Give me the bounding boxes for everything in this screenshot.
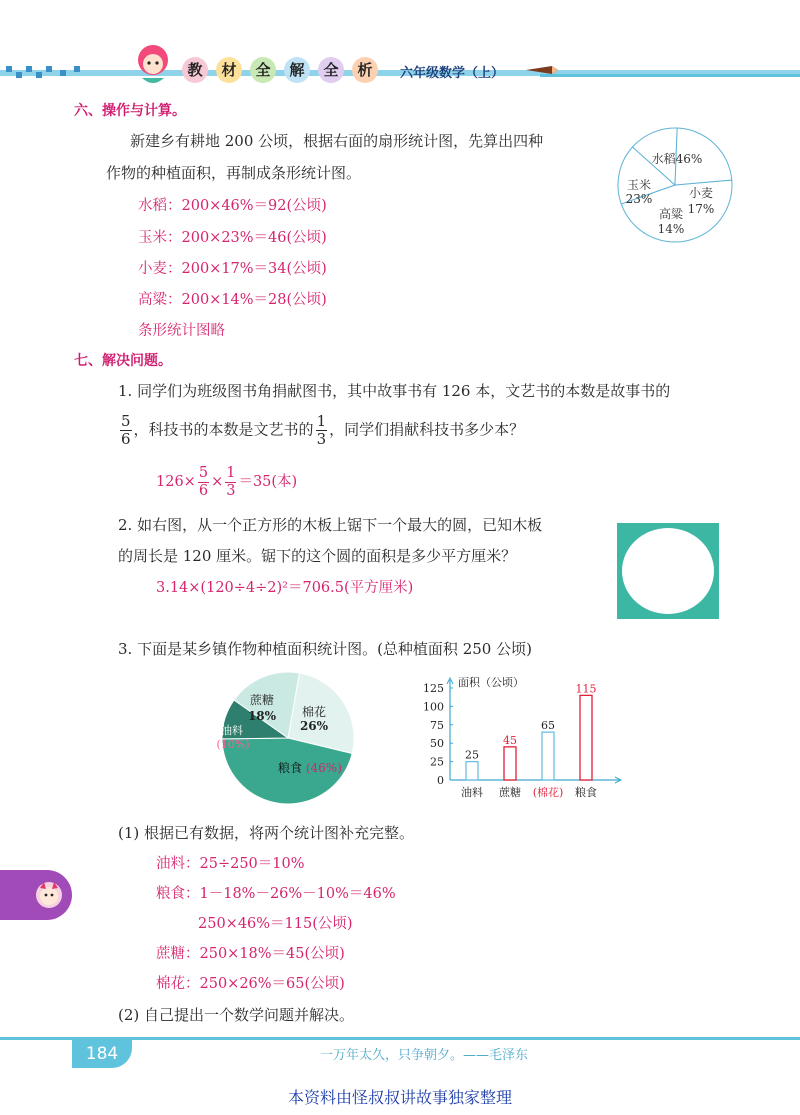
header-subtitle: 六年级数学（上） [400,66,505,81]
page-number: 184 [72,1040,132,1068]
q1-line2: $\frac{5}{6}$ ，科技书的本数是文艺书的 $\frac{1}{3}$ ，同学们捐献科技书多少本？ [121,412,525,448]
y-tick-label: 75 [430,718,444,732]
section-6-title: 六、操作与计算。 [74,103,186,119]
s6-problem-line1: 新建乡有耕地 200 公顷，根据右面的扇形统计图，先算出四种 [130,132,544,150]
pie1-label-corn-pct: 23% [625,192,653,206]
bar-value-label: 25 [465,748,479,762]
pie2-label-cotton: 棉花 [301,705,327,719]
s6-answer-barchart: 条形统计图略 [138,323,225,339]
q3-answer-grain: 粮食：1－18%－26%－10%＝46% [156,886,396,902]
title-char: 教 [182,57,208,83]
bar-value-label: 65 [541,719,555,733]
square-circle-figure [616,522,720,620]
q2-answer: 3.14×(120÷4÷2)²＝706.5(平方厘米) [156,580,414,596]
pie2-value-cotton: 26% [299,719,329,733]
bar-category-label: 油料 [461,786,483,799]
crop-pie-chart [615,125,735,245]
bar-value-label: 115 [575,682,597,696]
pie1-label-wheat-pct: 17% [687,202,715,216]
bar-油料 [466,762,478,780]
township-pie-chart [218,668,358,808]
y-tick-label: 0 [437,774,444,787]
q3-answer-oil: 油料：25÷250＝10% [156,856,305,872]
bar-category-label: 蔗糖 [499,786,521,799]
y-tick-label: 125 [423,682,444,695]
y-tick-label: 100 [423,700,444,714]
credit-line: 本资料由怪叔叔讲故事独家整理 [287,1088,512,1107]
q3-answer-cotton: 棉花：250×26%＝65(公顷) [156,976,345,992]
q3-answer-grain-area: 250×46%＝115(公顷) [198,916,353,932]
header-title [182,57,392,87]
s6-problem-line2: 作物的种植面积，再制成条形统计图。 [106,164,362,182]
pie2-label-oil: 油料 [221,724,243,737]
y-axis-label: 面积（公顷） [458,676,524,689]
bar-value-label: 45 [503,733,517,747]
q3-answer-sugar: 蔗糖：250×18%＝45(公顷) [156,946,345,962]
pencil-icon [524,62,560,81]
bar-粮食 [580,695,592,780]
title-char: 析 [352,57,378,83]
pie1-label-sorghum: 高粱 [658,207,684,221]
s6-answer-corn: 玉米：200×23%＝46(公顷) [138,230,327,246]
q2-line1: 2. 如右图，从一个正方形的木板上锯下一个最大的圆，已知木板 [118,516,543,534]
q1-fraction-1-3: $\frac{1}{3}$ [316,412,327,448]
bar-棉花 [542,732,554,780]
pie1-label-wheat: 小麦 [688,186,714,200]
s6-answer-rice: 水稻：200×46%＝92(公顷) [138,198,327,214]
side-tab [0,870,72,920]
title-char: 材 [216,57,242,83]
y-tick-label: 25 [430,755,444,769]
q2-line2: 的周长是 120 厘米。锯下的这个圆的面积是多少平方厘米？ [118,547,517,565]
title-char: 全 [250,57,276,83]
pie2-value-oil: (10%) [216,738,250,751]
bar-category-label: 粮食 [575,786,597,799]
footer-quote: 一万年太久，只争朝夕。——毛泽东 [320,1048,529,1063]
s6-answer-wheat: 小麦：200×17%＝34(公顷) [138,261,327,277]
mascot-logo [128,40,178,90]
title-char: 全 [318,57,344,83]
bar-蔗糖 [504,747,516,780]
pie2-label-sugar: 蔗糖 [249,693,275,707]
q3-sub1: (1) 根据已有数据，将两个统计图补充完整。 [118,824,415,842]
title-char: 解 [284,57,310,83]
q1-fraction-5-6: $\frac{5}{6}$ [121,412,131,448]
q1-answer: 126× $\frac{5}{6}$ × $\frac{1}{3}$ ＝35(本) [156,465,298,499]
township-bar-chart [420,668,630,803]
bar-category-label: (棉花) [532,786,564,799]
y-tick-label: 50 [430,737,444,751]
pie2-label-grain: 粮食 (46%) [278,761,342,775]
pie1-label-rice: 水稻46% [651,152,703,166]
s6-answer-sorghum: 高粱：200×14%＝28(公顷) [138,292,327,308]
pie2-value-sugar: 18% [247,709,277,723]
pie1-label-corn: 玉米 [626,178,652,192]
q3-sub2: (2) 自己提出一个数学问题并解决。 [118,1006,355,1024]
q1-line1: 1. 同学们为班级图书角捐献图书，其中故事书有 126 本，文艺书的本数是故事书的 [118,382,671,400]
section-7-title: 七、解决问题。 [74,353,172,369]
q3-line1: 3. 下面是某乡镇作物种植面积统计图。(总种植面积 250 公顷) [118,640,532,658]
pie1-label-sorghum-pct: 14% [657,222,685,236]
mascot-icon [34,880,64,910]
